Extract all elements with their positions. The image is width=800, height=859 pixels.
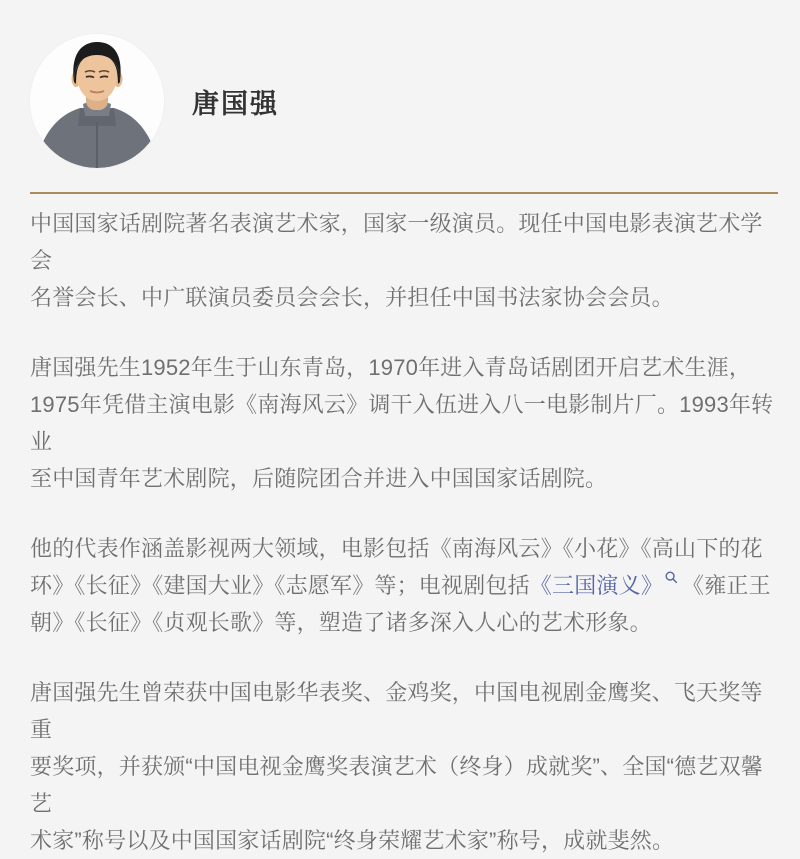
bio-text-line: 名誉会长、中广联演员委员会会长，并担任中国书法家协会会员。 — [30, 285, 674, 310]
profile-header — [30, 34, 778, 168]
sanguo-yanyi-link[interactable]: 《三国演义》 — [529, 573, 664, 598]
bio-text-line: 1975年凭借主演电影《南海风云》调干入伍进入八一电影制片厂。1993年转业 — [30, 392, 774, 454]
bio-text-line: 唐国强先生1952年生于山东青岛，1970年进入青岛话剧团开启艺术生涯， — [30, 355, 752, 380]
profile-avatar — [30, 34, 164, 168]
bio-text-segment: 环》《长征》《建国大业》《志愿军》等；电视剧包括 — [30, 573, 530, 598]
biography-section — [30, 205, 778, 859]
bio-text-segment: 《雍正王 — [682, 573, 771, 598]
bio-paragraph-4 — [30, 674, 778, 859]
bio-text-line — [30, 567, 778, 604]
bio-paragraph-3 — [30, 530, 778, 641]
bio-text-line: 他的代表作涵盖影视两大领域，电影包括《南海风云》《小花》《高山下的花 — [30, 536, 763, 561]
section-divider — [30, 192, 778, 194]
bio-text-line: 中国国家话剧院著名表演艺术家，国家一级演员。现任中国电影表演艺术学会 — [30, 211, 763, 273]
bio-text-line: 术家”称号以及中国国家话剧院“终身荣耀艺术家”称号，成就斐然。 — [30, 828, 675, 853]
search-icon[interactable] — [665, 571, 678, 584]
bio-text-line: 要奖项，并获颁“中国电视金鹰奖表演艺术（终身）成就奖”、全国“德艺双馨艺 — [30, 754, 763, 816]
bio-text-line: 唐国强先生曾荣获中国电影华表奖、金鸡奖，中国电视剧金鹰奖、飞天奖等重 — [30, 680, 763, 742]
bio-text-line: 至中国青年艺术剧院，后随院团合并进入中国国家话剧院。 — [30, 466, 608, 491]
bio-text-line: 朝》《长征》《贞观长歌》等，塑造了诸多深入人心的艺术形象。 — [30, 610, 652, 635]
bio-paragraph-2 — [30, 349, 778, 497]
portrait-photo-icon — [30, 34, 164, 168]
page-title: 唐国强 — [192, 88, 279, 119]
bio-paragraph-1 — [30, 205, 778, 316]
